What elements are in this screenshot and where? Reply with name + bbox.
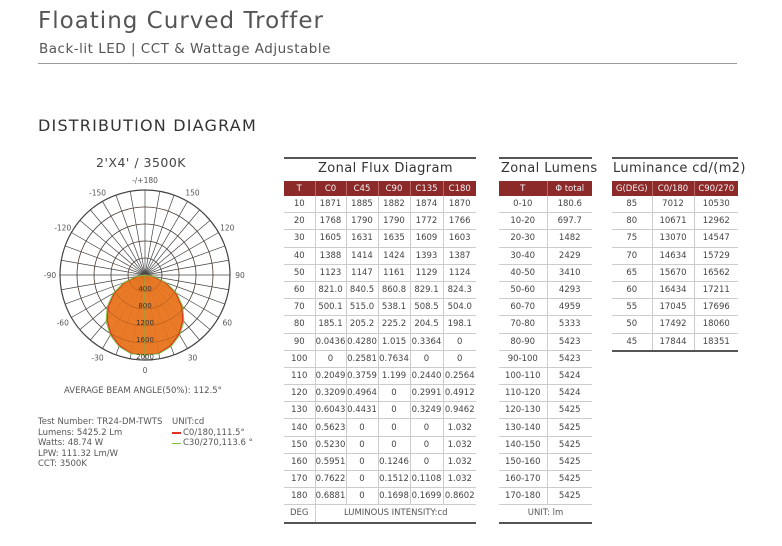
lumens-cell: 140-150 <box>499 436 547 453</box>
luminance-cell: 85 <box>612 196 652 213</box>
flux-cell: 1387 <box>443 247 476 264</box>
angle-label: 90 <box>235 271 245 280</box>
flux-cell: 860.8 <box>378 281 410 298</box>
radial-value-label: 400 <box>138 285 152 293</box>
flux-cell: 1388 <box>315 247 346 264</box>
flux-cell: 1871 <box>315 196 346 213</box>
test-watts: Watts: 48.74 W <box>38 438 104 449</box>
flux-cell: 1.015 <box>378 333 410 350</box>
lumens-cell: 30-40 <box>499 247 547 264</box>
radial-value-label: 800 <box>138 302 152 310</box>
lumens-row <box>499 333 592 350</box>
flux-cell: 1414 <box>346 247 378 264</box>
lumens-cell: 4959 <box>547 299 592 316</box>
flux-cell: 0.7622 <box>315 471 346 488</box>
flux-cell: 0 <box>443 350 476 367</box>
flux-cell: 0 <box>346 471 378 488</box>
lumens-row <box>499 436 592 453</box>
flux-cell: 0.5230 <box>315 436 346 453</box>
flux-cell: 0 <box>410 436 443 453</box>
lumens-cell: 80-90 <box>499 333 547 350</box>
luminance-row <box>612 213 738 230</box>
lumens-row <box>499 367 592 384</box>
lumens-cell: 5425 <box>547 453 592 470</box>
flux-header-cell: C45 <box>346 181 378 196</box>
lumens-cell: 5333 <box>547 316 592 333</box>
luminance-cell: 17696 <box>694 299 738 316</box>
luminance-header-cell: C90/270 <box>694 181 738 196</box>
flux-cell: 1772 <box>410 213 443 230</box>
flux-table-rule <box>284 157 476 159</box>
flux-cell: 140 <box>284 419 315 436</box>
flux-cell: 0 <box>410 350 443 367</box>
flux-cell: 0.1512 <box>378 471 410 488</box>
flux-cell: 821.0 <box>315 281 346 298</box>
flux-row <box>284 367 476 384</box>
flux-cell: 70 <box>284 299 315 316</box>
flux-cell: 1790 <box>378 213 410 230</box>
flux-cell: 170 <box>284 471 315 488</box>
flux-cell: 0 <box>315 350 346 367</box>
flux-cell: 1882 <box>378 196 410 213</box>
flux-cell: 50 <box>284 264 315 281</box>
flux-footer-cell: LUMINOUS INTENSITY:cd <box>315 505 476 523</box>
flux-cell: 0 <box>443 333 476 350</box>
lumens-row <box>499 230 592 247</box>
flux-cell: 1790 <box>346 213 378 230</box>
lumens-cell: 697.7 <box>547 213 592 230</box>
flux-cell: 0.5623 <box>315 419 346 436</box>
flux-cell: 1.199 <box>378 367 410 384</box>
luminance-cell: 50 <box>612 316 652 333</box>
lumens-cell: 5425 <box>547 402 592 419</box>
flux-cell: 840.5 <box>346 281 378 298</box>
flux-row <box>284 299 476 316</box>
radial-value-label: 2000 <box>136 353 154 361</box>
flux-cell: 0.1246 <box>378 453 410 470</box>
flux-row <box>284 230 476 247</box>
flux-cell: 1603 <box>443 230 476 247</box>
lumens-cell: 120-130 <box>499 402 547 419</box>
flux-cell: 0.3249 <box>410 402 443 419</box>
lumens-cell: 2429 <box>547 247 592 264</box>
luminance-cell: 70 <box>612 247 652 264</box>
lumens-row <box>499 471 592 488</box>
flux-row <box>284 281 476 298</box>
flux-cell: 10 <box>284 196 315 213</box>
lumens-cell: 180.6 <box>547 196 592 213</box>
flux-header-cell: T <box>284 181 315 196</box>
radial-value-label: 1600 <box>136 336 154 344</box>
lumens-cell: 4293 <box>547 281 592 298</box>
flux-cell: 205.2 <box>346 316 378 333</box>
flux-cell: 1631 <box>346 230 378 247</box>
angle-label: 0 <box>142 366 148 375</box>
polar-legend <box>172 417 253 449</box>
lumens-cell: 20-30 <box>499 230 547 247</box>
test-info <box>38 417 162 470</box>
flux-cell: 0.2440 <box>410 367 443 384</box>
luminance-cell: 16434 <box>652 281 694 298</box>
luminance-cell: 17844 <box>652 333 694 351</box>
flux-cell: 1.032 <box>443 453 476 470</box>
luminance-header-cell: C0/180 <box>652 181 694 196</box>
flux-row <box>284 350 476 367</box>
luminance-row <box>612 196 738 213</box>
lumens-header-cell: T <box>499 181 547 196</box>
flux-row <box>284 488 476 505</box>
lumens-cell: 100-110 <box>499 367 547 384</box>
flux-cell: 538.1 <box>378 299 410 316</box>
flux-cell: 504.0 <box>443 299 476 316</box>
flux-cell: 1424 <box>378 247 410 264</box>
luminance-cell: 14547 <box>694 230 738 247</box>
flux-cell: 1605 <box>315 230 346 247</box>
flux-row <box>284 471 476 488</box>
lumens-cell: 5423 <box>547 333 592 350</box>
lumens-cell: 70-80 <box>499 316 547 333</box>
lumens-cell: 0-10 <box>499 196 547 213</box>
flux-cell: 0 <box>378 402 410 419</box>
flux-header-cell: C90 <box>378 181 410 196</box>
flux-row <box>284 419 476 436</box>
lumens-cell: 130-140 <box>499 419 547 436</box>
flux-cell: 0 <box>378 385 410 402</box>
flux-cell: 0.1699 <box>410 488 443 505</box>
flux-cell: 185.1 <box>315 316 346 333</box>
luminance-cell: 17211 <box>694 281 738 298</box>
angle-label: -/+180 <box>132 176 158 185</box>
lumens-cell: 170-180 <box>499 488 547 505</box>
flux-cell: 160 <box>284 453 315 470</box>
flux-cell: 90 <box>284 333 315 350</box>
flux-cell: 508.5 <box>410 299 443 316</box>
flux-cell: 0.1108 <box>410 471 443 488</box>
flux-cell: 1129 <box>410 264 443 281</box>
flux-cell: 1.032 <box>443 436 476 453</box>
flux-header-cell: C180 <box>443 181 476 196</box>
test-number: Test Number: TR24-DM-TWTS <box>38 417 163 427</box>
flux-cell: 0.2581 <box>346 350 378 367</box>
test-cct: CCT: 3500K <box>38 459 87 470</box>
flux-cell: 0.6881 <box>315 488 346 505</box>
luminance-cell: 18060 <box>694 316 738 333</box>
lumens-row <box>499 196 592 213</box>
flux-cell: 130 <box>284 402 315 419</box>
flux-row <box>284 402 476 419</box>
angle-label: 60 <box>222 318 233 328</box>
lumens-cell: 60-70 <box>499 299 547 316</box>
flux-cell: 30 <box>284 230 315 247</box>
flux-cell: 150 <box>284 436 315 453</box>
flux-cell: 1147 <box>346 264 378 281</box>
lumens-cell: 5425 <box>547 436 592 453</box>
polar-title: 2'X4' / 3500K <box>96 155 187 170</box>
flux-cell: 0.3759 <box>346 367 378 384</box>
flux-cell: 198.1 <box>443 316 476 333</box>
flux-row <box>284 264 476 281</box>
luminance-cell: 10530 <box>694 196 738 213</box>
lumens-cell: 40-50 <box>499 264 547 281</box>
angle-label: -120 <box>54 223 72 233</box>
flux-cell: 204.5 <box>410 316 443 333</box>
flux-cell: 0 <box>346 488 378 505</box>
luminance-row <box>612 299 738 316</box>
lumens-cell: 150-160 <box>499 453 547 470</box>
flux-cell: 80 <box>284 316 315 333</box>
flux-cell: 225.2 <box>378 316 410 333</box>
lumens-cell: 3410 <box>547 264 592 281</box>
luminance-cell: 14634 <box>652 247 694 264</box>
legend-c90-swatch <box>172 443 181 445</box>
lumens-row <box>499 385 592 402</box>
flux-table-title: Zonal Flux Diagram <box>318 161 453 176</box>
radial-value-label: 1200 <box>136 319 154 327</box>
lumens-row <box>499 419 592 436</box>
luminance-cell: 17492 <box>652 316 694 333</box>
luminance-cell: 65 <box>612 264 652 281</box>
luminance-cell: 10671 <box>652 213 694 230</box>
flux-cell: 0.2564 <box>443 367 476 384</box>
flux-row <box>284 196 476 213</box>
luminance-cell: 17045 <box>652 299 694 316</box>
flux-cell: 500.1 <box>315 299 346 316</box>
luminance-row <box>612 316 738 333</box>
luminance-cell: 16562 <box>694 264 738 281</box>
luminance-cell: 60 <box>612 281 652 298</box>
lumens-row <box>499 281 592 298</box>
angle-label: -90 <box>43 271 57 280</box>
flux-cell: 1.032 <box>443 471 476 488</box>
product-title: Floating Curved Troffer <box>38 8 324 34</box>
flux-row <box>284 213 476 230</box>
lumens-cell: 90-100 <box>499 350 547 367</box>
flux-cell: 0.3364 <box>410 333 443 350</box>
flux-cell: 20 <box>284 213 315 230</box>
flux-row <box>284 453 476 470</box>
flux-cell: 1870 <box>443 196 476 213</box>
flux-cell: 1609 <box>410 230 443 247</box>
flux-cell: 100 <box>284 350 315 367</box>
lumens-row <box>499 299 592 316</box>
flux-cell: 0.6043 <box>315 402 346 419</box>
flux-cell: 120 <box>284 385 315 402</box>
flux-cell: 0.4912 <box>443 385 476 402</box>
flux-cell: 0.2991 <box>410 385 443 402</box>
flux-cell: 0 <box>346 436 378 453</box>
luminance-row <box>612 230 738 247</box>
flux-cell: 0 <box>410 419 443 436</box>
flux-footer-cell: DEG <box>284 505 315 523</box>
flux-row <box>284 385 476 402</box>
flux-row <box>284 316 476 333</box>
lumens-row <box>499 488 592 505</box>
lumens-cell: 5424 <box>547 385 592 402</box>
lumens-row <box>499 402 592 419</box>
flux-cell: 0 <box>410 453 443 470</box>
product-subtitle: Back-lit LED | CCT & Wattage Adjustable <box>39 41 331 57</box>
lumens-cell: 5424 <box>547 367 592 384</box>
unit-label: UNIT:cd <box>172 417 205 427</box>
luminance-cell: 18351 <box>694 333 738 351</box>
luminance-row <box>612 247 738 264</box>
lumens-table-rule <box>499 157 592 159</box>
lumens-row <box>499 213 592 230</box>
luminance-cell: 7012 <box>652 196 694 213</box>
luminance-cell: 45 <box>612 333 652 351</box>
luminance-table-rule <box>612 157 738 159</box>
lumens-row <box>499 247 592 264</box>
flux-cell: 0.0436 <box>315 333 346 350</box>
flux-cell: 0 <box>346 453 378 470</box>
lumens-cell: 5425 <box>547 471 592 488</box>
flux-cell: 1123 <box>315 264 346 281</box>
luminance-table <box>612 181 738 352</box>
flux-cell: 0 <box>346 419 378 436</box>
luminance-row <box>612 264 738 281</box>
angle-label: -30 <box>91 353 104 363</box>
flux-cell: 1161 <box>378 264 410 281</box>
section-title: DISTRIBUTION DIAGRAM <box>38 116 257 135</box>
lumens-cell: 1482 <box>547 230 592 247</box>
flux-row <box>284 247 476 264</box>
flux-cell: 0.9462 <box>443 402 476 419</box>
lumens-cell: 5425 <box>547 419 592 436</box>
flux-table <box>284 181 476 524</box>
angle-label: 30 <box>187 353 198 363</box>
angle-label: 120 <box>220 223 235 233</box>
luminance-cell: 55 <box>612 299 652 316</box>
angle-label: -150 <box>88 188 107 198</box>
flux-header-cell: C0 <box>315 181 346 196</box>
flux-cell: 1.032 <box>443 419 476 436</box>
flux-cell: 1874 <box>410 196 443 213</box>
luminance-cell: 13070 <box>652 230 694 247</box>
lumens-footer-row <box>499 505 592 523</box>
luminance-cell: 80 <box>612 213 652 230</box>
lumens-cell: 110-120 <box>499 385 547 402</box>
flux-cell: 0.1698 <box>378 488 410 505</box>
flux-cell: 829.1 <box>410 281 443 298</box>
luminance-cell: 75 <box>612 230 652 247</box>
flux-cell: 1124 <box>443 264 476 281</box>
flux-cell: 1766 <box>443 213 476 230</box>
flux-cell: 180 <box>284 488 315 505</box>
lumens-row <box>499 453 592 470</box>
flux-cell: 0.3209 <box>315 385 346 402</box>
flux-cell: 824.3 <box>443 281 476 298</box>
lumens-table <box>499 181 592 524</box>
flux-cell: 1768 <box>315 213 346 230</box>
flux-footer-row <box>284 505 476 523</box>
luminance-cell: 12962 <box>694 213 738 230</box>
flux-cell: 110 <box>284 367 315 384</box>
flux-cell: 0.8602 <box>443 488 476 505</box>
beam-angle-label: AVERAGE BEAM ANGLE(50%): 112.5° <box>64 386 222 396</box>
angle-label: -60 <box>56 318 69 328</box>
polar-diagram <box>30 170 260 380</box>
flux-cell: 0.7634 <box>378 350 410 367</box>
angle-label: 150 <box>185 188 200 198</box>
luminance-row <box>612 281 738 298</box>
header-divider <box>38 63 737 64</box>
lumens-footer-cell: UNIT: lm <box>499 505 592 523</box>
legend-c0 <box>172 428 253 439</box>
test-lumens: Lumens: 5425.2 Lm <box>38 427 123 438</box>
flux-row <box>284 333 476 350</box>
luminance-cell: 15670 <box>652 264 694 281</box>
flux-cell: 0 <box>378 419 410 436</box>
flux-cell: 0.5951 <box>315 453 346 470</box>
legend-c90-label: C30/270,113.6 ° <box>183 438 253 449</box>
flux-header-cell: C135 <box>410 181 443 196</box>
flux-cell: 515.0 <box>346 299 378 316</box>
luminance-cell: 15729 <box>694 247 738 264</box>
lumens-row <box>499 264 592 281</box>
flux-cell: 0.4431 <box>346 402 378 419</box>
flux-cell: 0.4964 <box>346 385 378 402</box>
legend-c90 <box>172 438 253 449</box>
lumens-cell: 5425 <box>547 488 592 505</box>
flux-cell: 60 <box>284 281 315 298</box>
flux-cell: 0 <box>378 436 410 453</box>
lumens-cell: 160-170 <box>499 471 547 488</box>
lumens-table-title: Zonal Lumens <box>501 161 598 176</box>
flux-cell: 1635 <box>378 230 410 247</box>
lumens-header-cell: Φ total <box>547 181 592 196</box>
lumens-cell: 10-20 <box>499 213 547 230</box>
flux-cell: 1885 <box>346 196 378 213</box>
luminance-row <box>612 333 738 351</box>
flux-row <box>284 436 476 453</box>
test-lpw: LPW: 111.32 Lm/W <box>38 448 119 459</box>
flux-cell: 40 <box>284 247 315 264</box>
lumens-cell: 50-60 <box>499 281 547 298</box>
lumens-row <box>499 350 592 367</box>
lumens-row <box>499 316 592 333</box>
legend-c0-swatch <box>172 432 181 434</box>
lumens-cell: 5423 <box>547 350 592 367</box>
flux-cell: 0.4280 <box>346 333 378 350</box>
legend-c0-label: C0/180,111.5° <box>183 427 245 438</box>
flux-cell: 1393 <box>410 247 443 264</box>
flux-cell: 0.2049 <box>315 367 346 384</box>
luminance-table-title: Luminance cd/(m2) <box>613 161 746 176</box>
luminance-header-cell: G(DEG) <box>612 181 652 196</box>
